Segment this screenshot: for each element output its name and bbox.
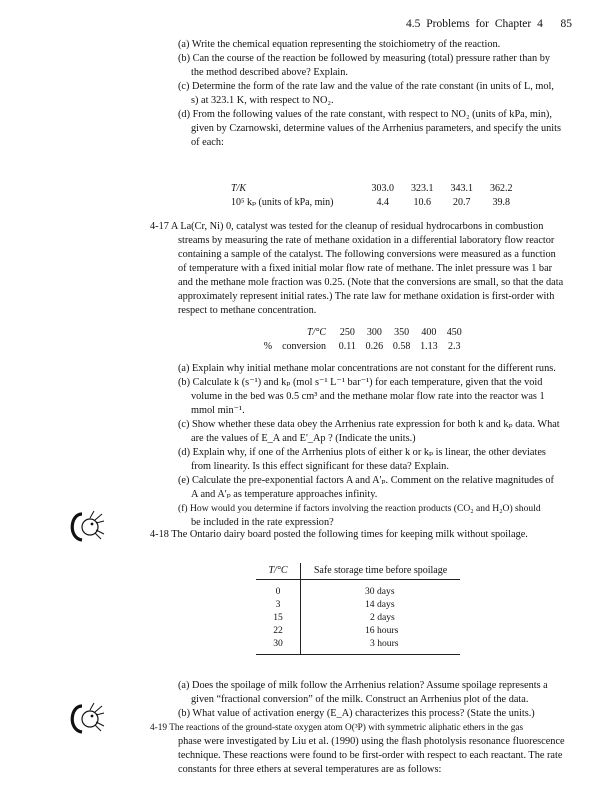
table-cell: 3 hours: [301, 637, 461, 655]
part-d-line1: (d) Explain why, if one of the Arrhenius plots of either k or kₚ is linear, the other deviates: [178, 447, 546, 458]
table-cell: 10.6: [413, 197, 431, 208]
section-title: 4.5 Problems for Chapter 4: [405, 18, 543, 30]
table-row: [258, 340, 466, 354]
table-cell: 2.3: [448, 341, 461, 352]
milk-storage-table: [256, 563, 460, 655]
table-cell: 303.0: [371, 183, 394, 194]
column-header: T/°C: [256, 563, 301, 580]
table-cell: 450: [446, 327, 462, 338]
table-cell: 22: [256, 624, 301, 637]
text-line: respect to methane concentration.: [178, 305, 317, 316]
column-header: Safe storage time before spoilage: [301, 563, 461, 580]
part-d-line3: of each:: [191, 137, 224, 148]
table-row: [256, 624, 460, 637]
text-line: 4-17 A La(Cr, Ni) 0, catalyst was tested for the cleanup of residual hydrocarbons in combustion: [150, 221, 544, 232]
table-row: [256, 598, 460, 611]
table-row: [256, 580, 460, 599]
part-b: (b) What value of activation energy (E_A) characterizes this process? (State the units.): [178, 708, 535, 719]
part-f-line1: (f) How would you determine if factors involving the reaction products (CO₂ and H₂O) should: [178, 503, 541, 514]
table-cell: 16 hours: [365, 625, 399, 636]
part-d-line2: from linearity. Is this effect significant for these data? Explain.: [191, 461, 449, 472]
table-row: [258, 326, 466, 340]
computer-mouse-icon: [64, 508, 106, 546]
table-cell: 39.8: [492, 197, 510, 208]
row-label: 10⁵ kₚ (units of kPa, min): [231, 197, 334, 208]
table-cell: 30 days: [365, 586, 395, 597]
page-number: 85: [560, 18, 572, 30]
row-label: T/°C: [306, 327, 326, 338]
part-b-line2: the method described above? Explain.: [191, 67, 348, 78]
part-a-line2: given “fractional conversion” of the milk. Construct an Arrhenius plot of the data.: [191, 694, 529, 705]
table-cell: 4.4: [376, 197, 389, 208]
table-cell: 3: [256, 598, 301, 611]
text-line: containing a sample of the catalyst. The following conversions were measured as a function: [178, 249, 556, 260]
problem-4-17-statement: [150, 220, 571, 318]
rate-constant-table: [231, 182, 521, 210]
table-header-row: [256, 563, 460, 580]
part-b-line2: volume in the bed was 0.5 cm³ and the methane molar flow rate into the reactor was 1: [191, 391, 545, 402]
row-label: % conversion: [263, 341, 326, 352]
problem-4-17-parts: [178, 362, 571, 530]
table-cell: 343.1: [450, 183, 473, 194]
table-cell: 323.1: [411, 183, 434, 194]
table-cell: 0.26: [365, 341, 384, 352]
part-c-line1: (c) Show whether these data obey the Arrhenius rate expression for both k and kₚ data. What: [178, 419, 560, 430]
part-a: (a) Write the chemical equation representing the stoichiometry of the reaction.: [178, 39, 501, 50]
table-cell: 0.58: [392, 341, 411, 352]
part-d-line1: (d) From the following values of the rate constant, with respect to NO₂ (units of kPa, min),: [178, 109, 552, 120]
table-cell: 300: [366, 327, 382, 338]
text-line: of temperature with a fixed initial molar flow rate of methane. The inlet pressure was 1 bar: [178, 263, 553, 274]
part-e-line2: A and A'ₚ as temperature approaches infinity.: [191, 489, 378, 500]
problem-4-18-parts: [178, 679, 571, 721]
text-line: streams by measuring the rate of methane oxidation in a differential laboratory flow reactor: [178, 235, 555, 246]
conversion-table: [258, 326, 466, 354]
text-line: approximately represent initial rates.) The rate law for methane oxidation is first-order with: [178, 291, 555, 302]
previous-problem-parts: [178, 38, 571, 150]
table-cell: 0.11: [338, 341, 356, 352]
part-f-line2: be included in the rate expression?: [191, 517, 334, 528]
problem-4-19-statement: [150, 721, 571, 777]
table-cell: 20.7: [453, 197, 471, 208]
part-b-line1: (b) Can the course of the reaction be followed by measuring (total) pressure rather than by: [178, 53, 550, 64]
table-cell: 400: [421, 327, 437, 338]
running-header: [406, 18, 572, 30]
table-cell: 1.13: [420, 341, 438, 352]
table-cell: 30: [256, 637, 301, 655]
text-line: and the methane mole fraction was 0.25. (Note that the conversions are small, so that the data: [178, 277, 564, 288]
part-e-line1: (e) Calculate the pre-exponential factors A and A'ₚ. Comment on the relative magnitudes of: [178, 475, 554, 486]
problem-4-18-statement: 4-18 The Ontario dairy board posted the following times for keeping milk without spoilage.: [150, 529, 528, 540]
table-cell: 14 days: [365, 599, 395, 610]
table-row: [256, 637, 460, 655]
table-cell: 350: [394, 327, 410, 338]
table-row: [231, 182, 521, 196]
table-row: [231, 196, 521, 210]
part-c-line1: (c) Determine the form of the rate law and the value of the rate constant (in units of L, mol,: [178, 81, 554, 92]
row-label: T/K: [231, 183, 247, 194]
part-a: (a) Explain why initial methane molar concentrations are not constant for the different runs.: [178, 363, 556, 374]
part-d-line2: given by Czarnowski, determine values of the Arrhenius parameters, and specify the units: [191, 123, 562, 134]
text-line: technique. These reactions were found to be first-order with respect to each reactant. The rate: [178, 750, 563, 761]
table-cell: 0: [256, 580, 301, 599]
table-row: [256, 611, 460, 624]
table-cell: 15: [256, 611, 301, 624]
table-cell: 2 days: [370, 612, 395, 623]
part-c-line2: s) at 323.1 K, with respect to NO₂.: [191, 95, 334, 106]
text-line: 4-19 The reactions of the ground-state oxygen atom O(³P) with symmetric aliphatic ethers in the gas: [150, 723, 524, 733]
part-b-line1: (b) Calculate k (s⁻¹) and kₚ (mol s⁻¹ L⁻¹ bar⁻¹) for each temperature, given that the void: [178, 377, 543, 388]
part-c-line2: are the values of E_A and E'_Ap ? (Indicate the units.): [191, 433, 416, 444]
text-line: phase were investigated by Liu et al. (1990) using the flash photolysis resonance fluorescence: [178, 736, 565, 747]
table-cell: 362.2: [490, 183, 513, 194]
table-cell: 250: [339, 327, 355, 338]
computer-mouse-icon: [64, 700, 106, 738]
text-line: constants for three ethers at several temperatures are as follows:: [178, 764, 442, 775]
part-b-line3: mmol min⁻¹.: [191, 405, 245, 416]
part-a-line1: (a) Does the spoilage of milk follow the Arrhenius relation? Assume spoilage represents a: [178, 680, 548, 691]
